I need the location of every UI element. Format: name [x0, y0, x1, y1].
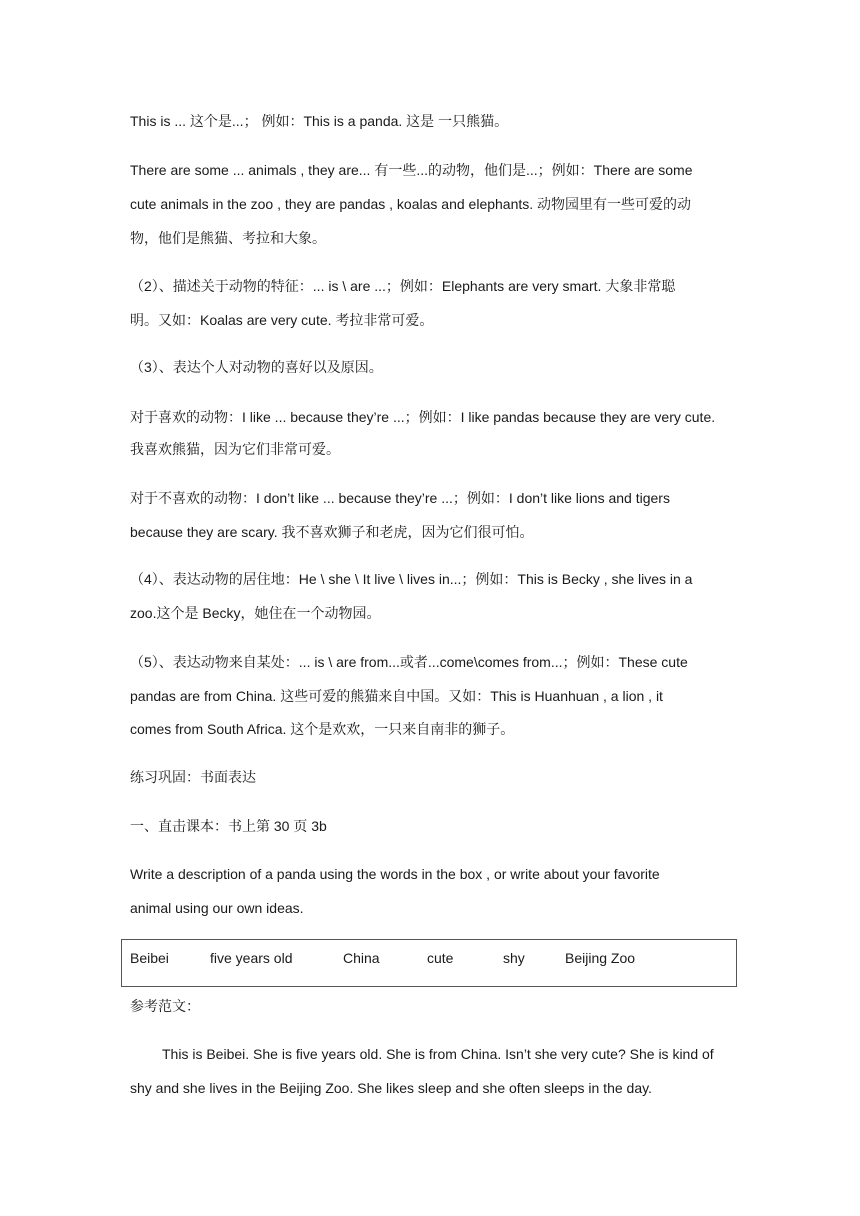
- text-line: 明。又如：Koalas are very cute. 考拉非常可爱。: [130, 312, 434, 328]
- text-line: animal using our own ideas.: [130, 900, 304, 916]
- section-3-heading: （3）、表达个人对动物的喜好以及原因。: [130, 359, 383, 375]
- word-item: cute: [427, 950, 454, 966]
- word-item: Beijing Zoo: [565, 950, 636, 966]
- text-line: cute animals in the zoo , they are pandas , koalas and elephants. 动物园里有一些可爱的动: [130, 196, 692, 212]
- text-line: 对于喜欢的动物：I like ... because they’re ...；例如：I like pandas because they are very cute.: [130, 409, 716, 425]
- text-line: （4）、表达动物的居住地：He \ she \ It live \ lives in...；例如：This is Becky , she lives in a: [130, 571, 693, 587]
- text-line: Write a description of a panda using the words in the box , or write about your favorite: [130, 866, 660, 882]
- sample-heading: 参考范文：: [130, 998, 200, 1014]
- word-box: [121, 939, 737, 987]
- text-line: pandas are from China. 这些可爱的熊猫来自中国。又如：This is Huanhuan , a lion , it: [130, 688, 663, 704]
- text-line: shy and she lives in the Beijing Zoo. She likes sleep and she often sleeps in the day.: [130, 1080, 652, 1096]
- text-line: zoo.这个是 Becky，她住在一个动物园。: [130, 605, 381, 621]
- text-line: There are some ... animals , they are... 有一些...的动物，他们是...；例如：There are some: [130, 162, 693, 178]
- text-line: comes from South Africa. 这个是欢欢，一只来自南非的狮子。: [130, 721, 515, 737]
- practice-heading: 练习巩固：书面表达: [130, 769, 256, 785]
- word-item: five years old: [210, 950, 293, 966]
- textbook-heading: 一、直击课本：书上第 30 页 3b: [130, 818, 327, 834]
- text-line: 我喜欢熊猫，因为它们非常可爱。: [130, 441, 340, 457]
- word-item: Beibei: [130, 950, 169, 966]
- text-line: （5）、表达动物来自某处：... is \ are from...或者...come\comes from...；例如：These cute: [130, 654, 688, 670]
- text-line: （2）、描述关于动物的特征：... is \ are ...；例如：Elephants are very smart. 大象非常聪: [130, 278, 676, 294]
- text-line: because they are scary. 我不喜欢狮子和老虎，因为它们很可怕。: [130, 524, 534, 540]
- text-line: 物，他们是熊猫、考拉和大象。: [130, 230, 326, 246]
- word-item: shy: [503, 950, 525, 966]
- word-item: China: [343, 950, 380, 966]
- text-line: This is Beibei. She is five years old. She is from China. Isn’t she very cute? She is kind of: [162, 1046, 714, 1062]
- pattern-this-is: This is ... 这个是...； 例如：This is a panda. 这是 一只熊猫。: [130, 113, 509, 129]
- text-line: 对于不喜欢的动物：I don’t like ... because they’re ...；例如：I don’t like lions and tigers: [130, 490, 670, 506]
